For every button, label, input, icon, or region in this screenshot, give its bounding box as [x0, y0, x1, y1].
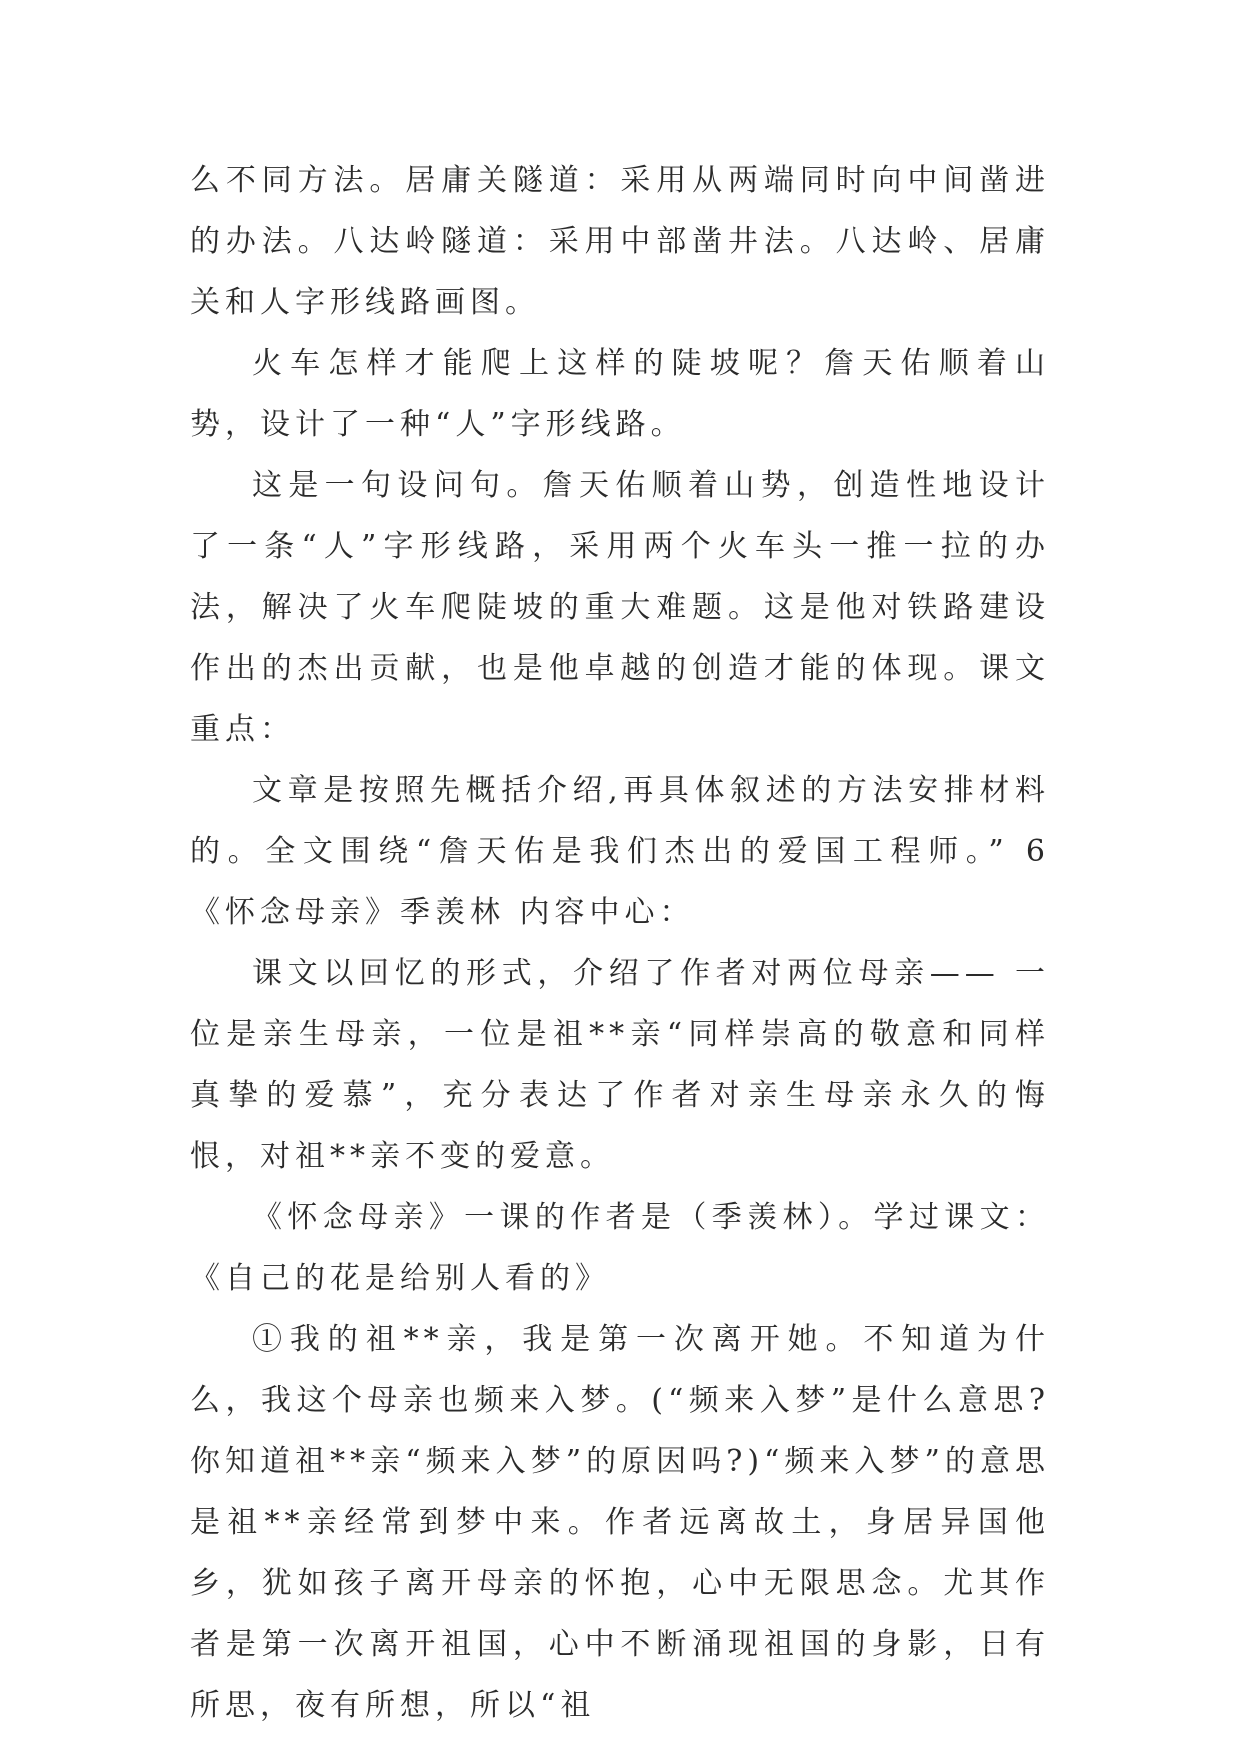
document-body: [190, 150, 1050, 1736]
paragraph-question-slope: 火车怎样才能爬上这样的陡坡呢？詹天佑顺着山势，设计了一种“人”字形线路。: [190, 346, 1050, 442]
paragraph-dream-explanation: ①我的祖**亲，我是第一次离开她。不知道为什么，我这个母亲也频来入梦。(“频来入梦”是什么意思?你知道祖**亲“频来入梦”的原因吗?)“频来入梦”的意思是祖**亲经常到梦中来。作者远离故土，身居异国他乡，犹如孩子离开母亲的怀抱，心中无限思念。尤其作者是第一次离开祖国，心中不断涌现祖国的身影，日有所思，夜有所想，所以“祖: [190, 1322, 1050, 1723]
paragraph-rhetorical-question: 这是一句设问句。詹天佑顺着山势，创造性地设计了一条“人”字形线路，采用两个火车头一推一拉的办法，解决了火车爬陡坡的重大难题。这是他对铁路建设作出的杰出贡献，也是他卓越的创造才能的体现。课文重点：: [190, 468, 1050, 747]
paragraph-tunnel-methods: 么不同方法。居庸关隧道：采用从两端同时向中间凿进的办法。八达岭隧道：采用中部凿井法。八达岭、居庸关和人字形线路画图。: [190, 163, 1050, 320]
paragraph-article-structure: 文章是按照先概括介绍,再具体叙述的方法安排材料的。全文围绕“詹天佑是我们杰出的爱国工程师。” 6《怀念母亲》季羡林 内容中心：: [190, 773, 1050, 930]
paragraph-lesson-author: 《怀念母亲》一课的作者是（季羡林）。学过课文：《自己的花是给别人看的》: [190, 1200, 1050, 1296]
paragraph-two-mothers: 课文以回忆的形式，介绍了作者对两位母亲—— 一位是亲生母亲，一位是祖**亲“同样崇高的敬意和同样真挚的爱慕”，充分表达了作者对亲生母亲永久的悔恨，对祖**亲不变的爱意。: [190, 956, 1050, 1174]
